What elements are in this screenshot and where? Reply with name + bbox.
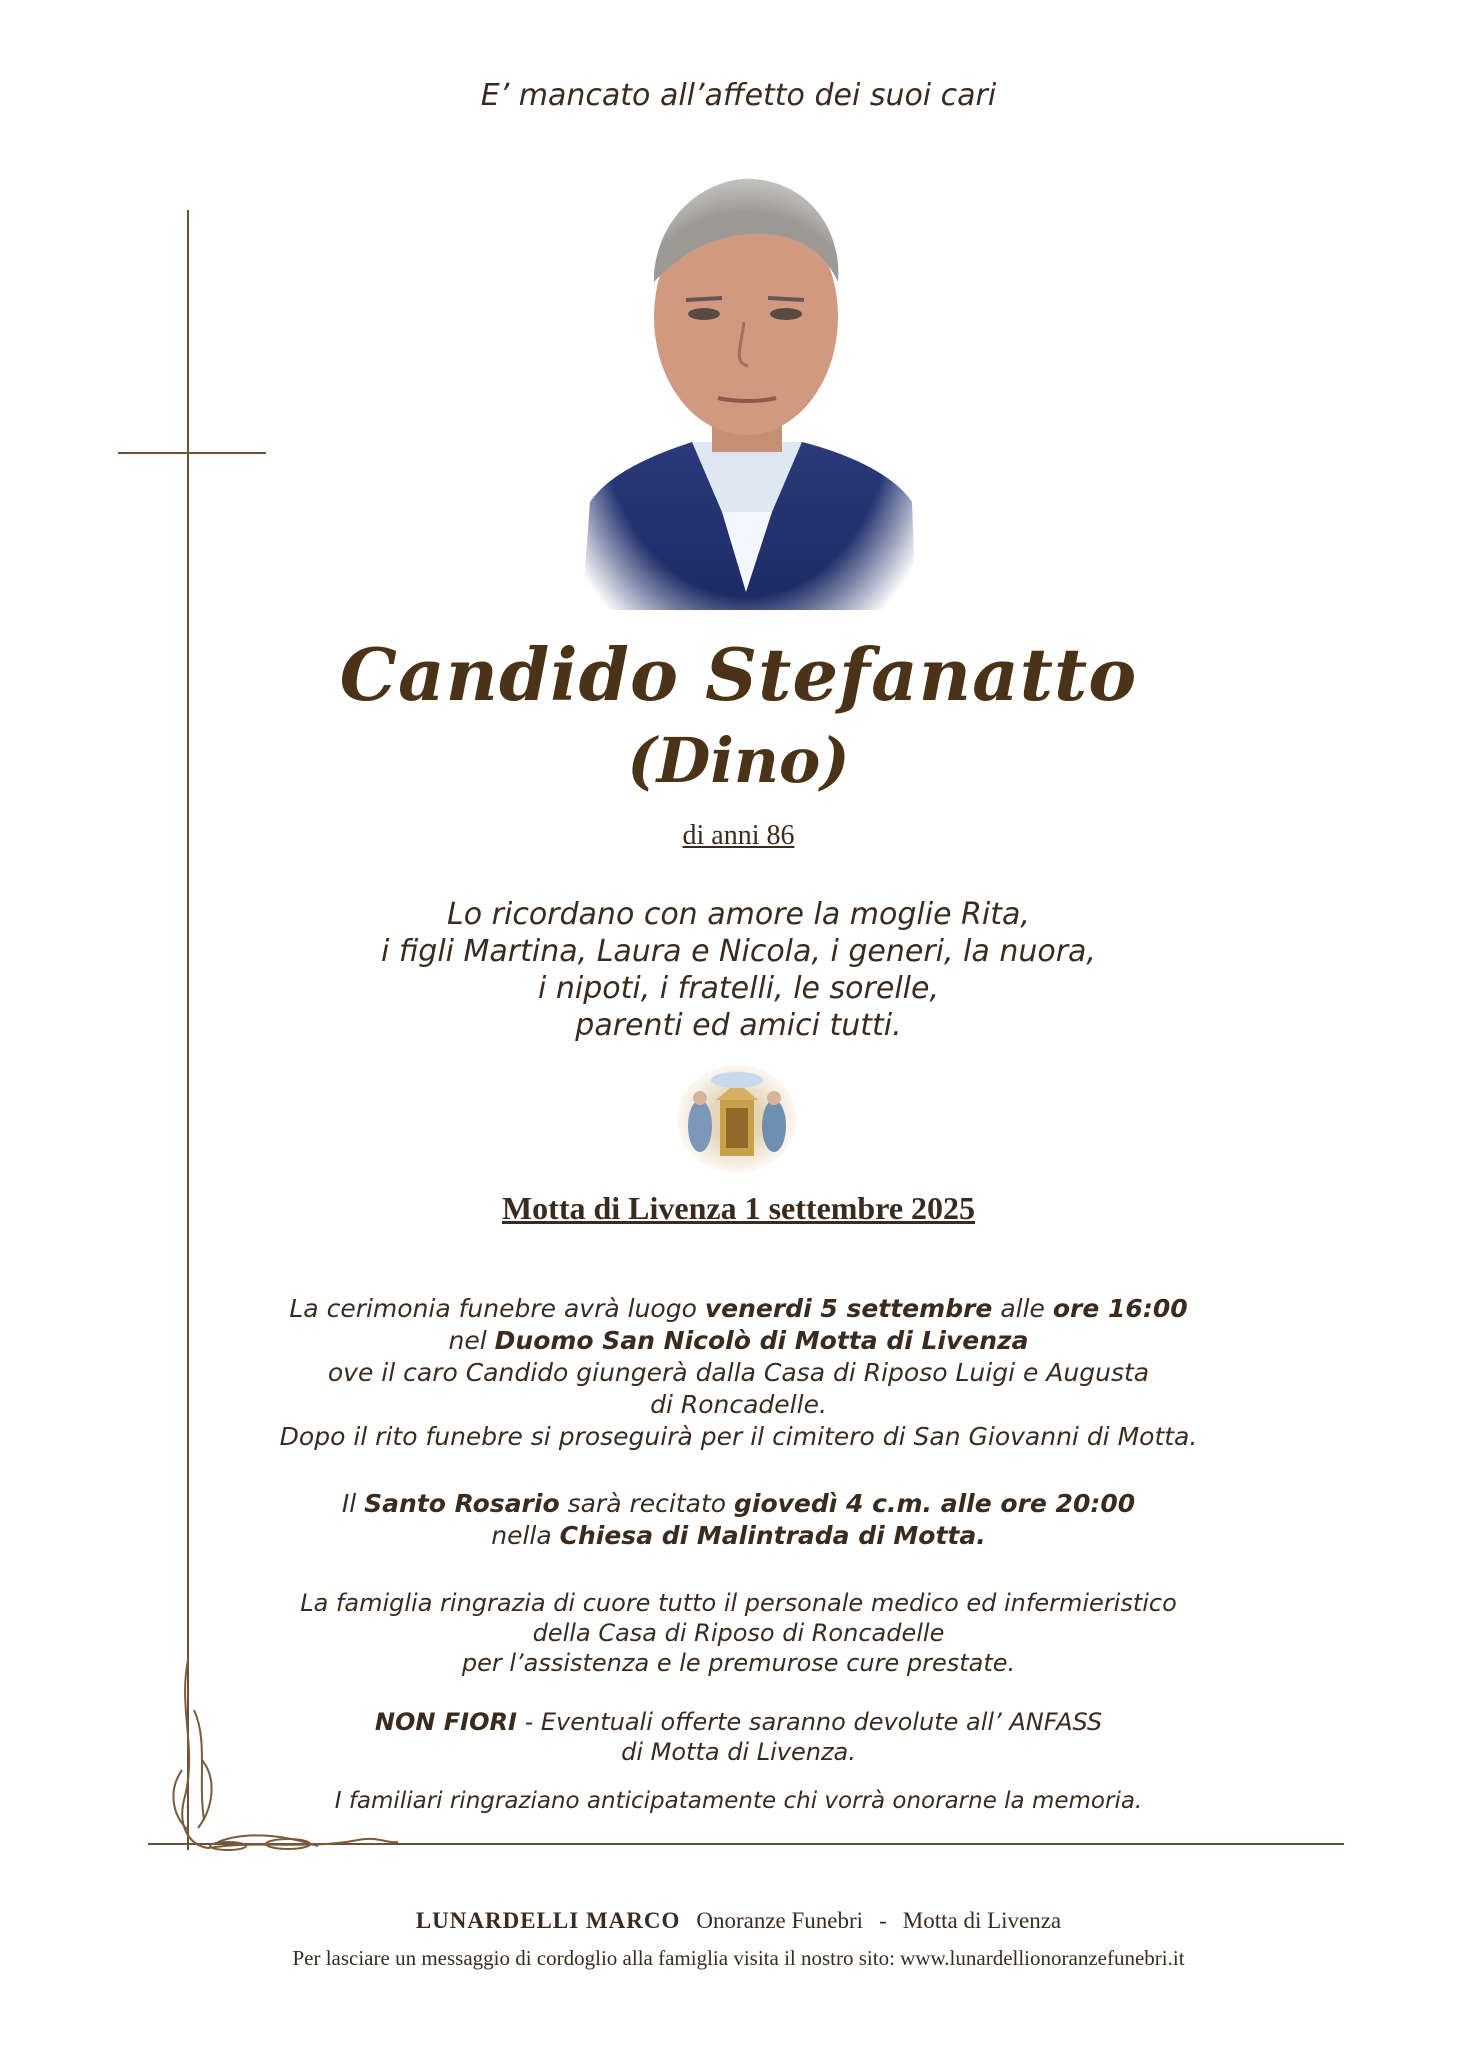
- place-and-date: [0, 1190, 1477, 1227]
- agency-town: Motta di Livenza: [902, 1908, 1062, 1933]
- ceremony-info: [0, 1293, 1477, 1453]
- rosary-text: Il: [341, 1489, 365, 1518]
- flowers-text: - Eventuali offerte saranno devolute all’ ANFASS: [516, 1708, 1103, 1736]
- cross-horizontal-bar: [118, 452, 266, 454]
- rosary-text: sarà recitato: [559, 1489, 734, 1518]
- rosary-info: [0, 1488, 1477, 1552]
- ceremony-line-1: [0, 1293, 1477, 1325]
- thanks-line: La famiglia ringrazia di cuore tutto il personale medico ed infermieristico: [300, 1589, 1177, 1617]
- ceremony-line-4: di Roncadelle.: [650, 1390, 827, 1419]
- age-text: di anni 86: [682, 820, 795, 851]
- rosary-time: giovedì 4 c.m. alle ore 20:00: [734, 1489, 1136, 1518]
- deceased-age: [0, 820, 1477, 852]
- deceased-name: Candido Stefanatto: [339, 632, 1138, 717]
- deceased-portrait-photo: [572, 152, 920, 610]
- agency-name: LUNARDELLI MARCO: [415, 1908, 681, 1933]
- rosary-text: nella: [491, 1521, 560, 1550]
- no-flowers-label: NON FIORI: [374, 1708, 517, 1736]
- religious-image: [676, 1064, 798, 1174]
- ceremony-time: ore 16:00: [1052, 1294, 1188, 1323]
- mourners-line: i nipoti, i fratelli, le sorelle,: [537, 971, 939, 1006]
- mourners-line: parenti ed amici tutti.: [575, 1008, 902, 1043]
- no-flowers-notice: [0, 1707, 1477, 1767]
- place-date-text: Motta di Livenza 1 settembre 2025: [501, 1190, 976, 1226]
- condolence-message-line: Per lasciare un messaggio di cordoglio alla famiglia visita il nostro sito: www.lunardellionoranzefunebri.it: [292, 1946, 1185, 1970]
- flowers-line-2: di Motta di Livenza.: [621, 1738, 856, 1766]
- ceremony-line-5: Dopo il rito funebre si proseguirà per il cimitero di San Giovanni di Motta.: [279, 1422, 1198, 1451]
- rosary-church: Chiesa di Malintrada di Motta.: [559, 1521, 986, 1550]
- rosary-line-2: [0, 1520, 1477, 1552]
- ceremony-day: venerdi 5 settembre: [704, 1294, 993, 1323]
- mourners-list: [0, 896, 1477, 1044]
- intro-line: E’ mancato all’affetto dei suoi cari: [480, 78, 997, 113]
- ceremony-line-2: [0, 1325, 1477, 1357]
- footer-separator: -: [879, 1908, 887, 1933]
- deceased-nickname: (Dino): [627, 724, 850, 797]
- thanks-line: della Casa di Riposo di Roncadelle: [532, 1619, 945, 1647]
- ceremony-text: alle: [992, 1294, 1053, 1323]
- rosary-line-1: [0, 1488, 1477, 1520]
- ceremony-line-3: ove il caro Candido giungerà dalla Casa di Riposo Luigi e Augusta: [327, 1358, 1150, 1387]
- mourners-line: i figli Martina, Laura e Nicola, i generi, la nuora,: [381, 934, 1096, 969]
- flowers-line-1: [0, 1707, 1477, 1737]
- mourners-line: Lo ricordano con amore la moglie Rita,: [447, 897, 1030, 932]
- rosary-title: Santo Rosario: [364, 1489, 560, 1518]
- agency-service: Onoranze Funebri: [696, 1908, 864, 1933]
- ceremony-text: nel: [448, 1326, 495, 1355]
- ceremony-church: Duomo San Nicolò di Motta di Livenza: [494, 1326, 1029, 1355]
- final-thanks: I familiari ringraziano anticipatamente chi vorrà onorarne la memoria.: [334, 1788, 1143, 1814]
- thanks-line: per l’assistenza e le premurose cure prestate.: [461, 1649, 1016, 1677]
- funeral-agency-line: [0, 1908, 1477, 1934]
- family-thanks: [0, 1588, 1477, 1678]
- ceremony-text: La cerimonia funebre avrà luogo: [289, 1294, 705, 1323]
